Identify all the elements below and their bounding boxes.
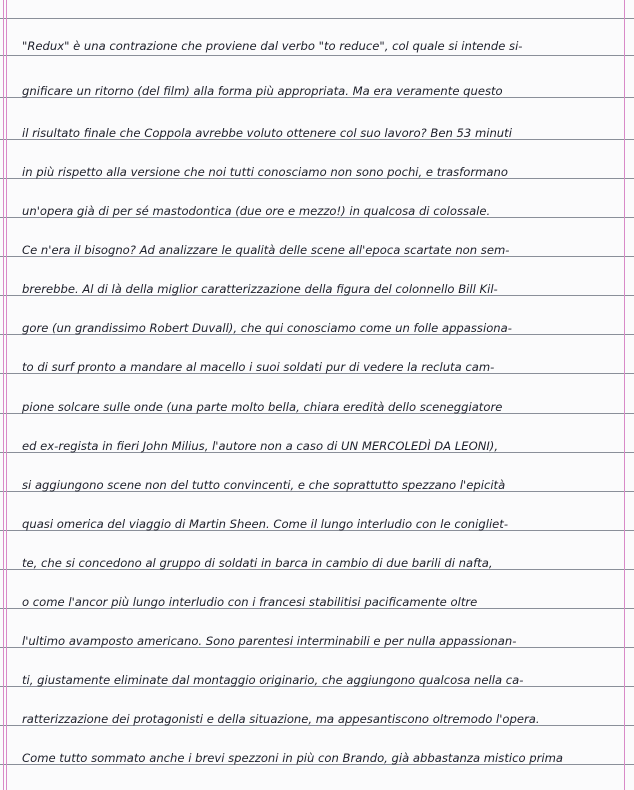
- handwritten-line-15: o come l'ancor più lungo interludio con i francesi stabilitisi pacificamente oltre: [22, 595, 478, 609]
- handwritten-line-3: il risultato finale che Coppola avrebbe voluto ottenere col suo lavoro? Ben 53 minuti: [22, 126, 512, 140]
- handwritten-line-17: ti, giustamente eliminate dal montaggio originario, che aggiungono qualcosa nella ca-: [22, 673, 524, 687]
- handwritten-line-1: "Redux" è una contrazione che proviene dal verbo "to reduce", col quale si intende si-: [22, 39, 523, 53]
- handwritten-line-12: si aggiungono scene non del tutto convincenti, e che soprattutto spezzano l'epicità: [22, 478, 506, 492]
- handwritten-line-7: brerebbe. Al di là della miglior caratterizzazione della figura del colonnello Bill Kil-: [22, 282, 498, 296]
- handwritten-line-10: pione solcare sulle onde (una parte molto bella, chiara eredità dello sceneggiatore: [22, 400, 503, 414]
- handwritten-line-4: in più rispetto alla versione che noi tutti conosciamo non sono pochi, e trasformano: [22, 165, 508, 179]
- handwritten-line-9: to di surf pronto a mandare al macello i suoi soldati pur di vedere la recluta cam-: [22, 360, 495, 374]
- left-margin-line-inner: [6, 0, 7, 790]
- handwritten-line-14: te, che si concedono al gruppo di soldati in barca in cambio di due barili di nafta,: [22, 556, 493, 570]
- handwritten-line-8: gore (un grandissimo Robert Duvall), che qui conosciamo come un folle appassiona-: [22, 321, 512, 335]
- handwritten-line-6: Ce n'era il bisogno? Ad analizzare le qualità delle scene all'epoca scartate non sem-: [22, 243, 510, 257]
- right-margin-line: [624, 0, 625, 790]
- handwritten-line-2: gnificare un ritorno (del film) alla forma più appropriata. Ma era veramente questo: [22, 84, 503, 98]
- handwritten-line-16: l'ultimo avamposto americano. Sono parentesi interminabili e per nulla appassionan-: [22, 634, 517, 648]
- handwritten-line-18: ratterizzazione dei protagonisti e della situazione, ma appesantiscono oltremodo l'opera.: [22, 712, 540, 726]
- ruled-line: [0, 18, 634, 19]
- handwritten-line-11: ed ex-regista in fieri John Milius, l'autore non a caso di UN MERCOLEDÌ DA LEONI),: [22, 439, 499, 453]
- left-margin-line-outer: [3, 0, 4, 790]
- handwritten-line-5: un'opera già di per sé mastodontica (due ore e mezzo!) in qualcosa di colossale.: [22, 204, 491, 218]
- handwritten-line-19: Come tutto sommato anche i brevi spezzoni in più con Brando, già abbastanza mistico prima: [22, 751, 563, 765]
- handwritten-line-13: quasi omerica del viaggio di Martin Sheen. Come il lungo interludio con le conigliet-: [22, 517, 509, 531]
